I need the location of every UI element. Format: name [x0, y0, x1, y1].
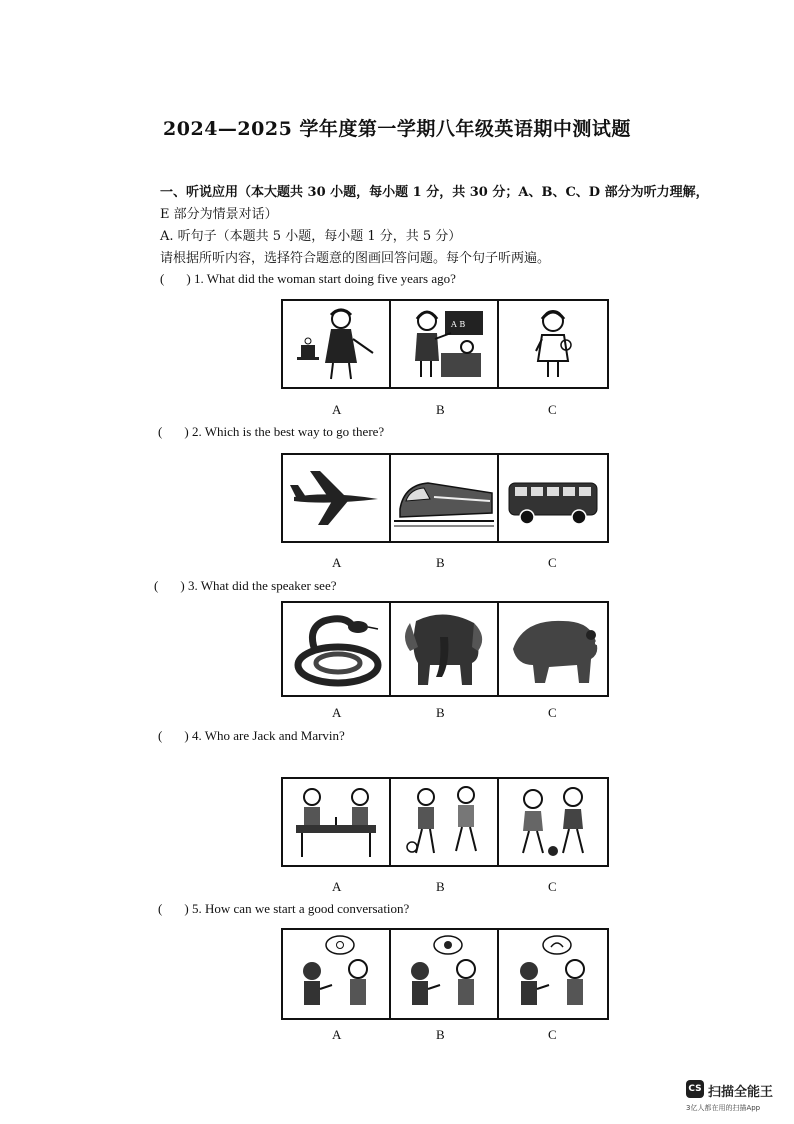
- option-b-label: B: [436, 705, 445, 720]
- option-b-label: B: [436, 402, 445, 417]
- option-c-label: C: [548, 705, 557, 720]
- answer-blank[interactable]: ( ): [158, 901, 189, 916]
- scanner-app-name: 扫描全能王: [708, 1085, 774, 1100]
- section-heading: 一、听说应用（本大题共 30 小题，每小题 1 分，共 30 分；A、B、C、D 部分为听力理解，: [160, 185, 709, 200]
- question-4: [158, 728, 345, 744]
- girl-icon: [508, 305, 598, 383]
- svg-text:A B: A B: [451, 320, 466, 329]
- answer-blank[interactable]: ( ): [158, 728, 189, 743]
- option-labels-2: [0, 555, 794, 571]
- talk-food-icon: [394, 933, 494, 1015]
- soccer-kids-icon: [503, 783, 603, 861]
- picture-strip-3: [281, 601, 609, 697]
- part-a-heading: A. 听句子（本题共 5 小题，每小题 1 分，共 5 分）: [160, 229, 462, 244]
- option-labels-1: [0, 402, 794, 418]
- option-a-picture[interactable]: [283, 779, 391, 865]
- option-a-label: A: [332, 1027, 342, 1042]
- option-c-label: C: [548, 402, 557, 417]
- option-c-picture[interactable]: [499, 930, 607, 1018]
- option-b-picture[interactable]: [391, 930, 499, 1018]
- option-c-picture[interactable]: [499, 779, 607, 865]
- option-a-picture[interactable]: [283, 301, 391, 387]
- answer-blank[interactable]: ( ): [158, 424, 189, 439]
- picture-strip-5: [281, 928, 609, 1020]
- airplane-icon: [288, 463, 384, 533]
- elephant-icon: [396, 607, 492, 691]
- option-b-picture[interactable]: [391, 455, 499, 541]
- option-b-picture[interactable]: [391, 779, 499, 865]
- talk-weather-icon: [286, 933, 386, 1015]
- option-c-label: C: [548, 555, 557, 570]
- option-c-label: C: [548, 1027, 557, 1042]
- option-c-label: C: [548, 879, 557, 894]
- question-1: [160, 271, 456, 287]
- question-text: 5. How can we start a good conversation?: [192, 901, 410, 916]
- question-3: [154, 578, 336, 594]
- option-b-label: B: [436, 1027, 445, 1042]
- instruction-text: 请根据所听内容，选择符合题意的图画回答问题。每个句子听两遍。: [160, 251, 551, 266]
- answer-blank[interactable]: ( ): [160, 271, 191, 286]
- option-b-label: B: [436, 555, 445, 570]
- scanner-tagline: 3亿人都在用的扫描App: [686, 1104, 761, 1112]
- teacher-icon: [399, 305, 489, 383]
- question-text: 3. What did the speaker see?: [188, 578, 337, 593]
- snake-icon: [288, 609, 384, 689]
- question-text: 1. What did the woman start doing five years ago?: [194, 271, 456, 286]
- option-labels-4: [0, 879, 794, 895]
- option-a-label: A: [332, 705, 342, 720]
- option-b-picture[interactable]: [391, 301, 499, 387]
- option-b-picture[interactable]: [391, 603, 499, 695]
- question-text: 4. Who are Jack and Marvin?: [192, 728, 345, 743]
- option-labels-3: [0, 705, 794, 721]
- scanner-logo-icon: CS: [686, 1080, 704, 1098]
- question-text: 2. Which is the best way to go there?: [192, 424, 385, 439]
- option-c-picture[interactable]: [499, 455, 607, 541]
- option-c-picture[interactable]: [499, 301, 607, 387]
- bear-icon: [503, 609, 603, 689]
- option-a-label: A: [332, 402, 342, 417]
- section-heading-cont: E 部分为情景对话）: [160, 207, 278, 222]
- option-a-picture[interactable]: [283, 930, 391, 1018]
- bus-icon: [503, 463, 603, 533]
- option-b-label: B: [436, 879, 445, 894]
- soccer-players-icon: [394, 783, 494, 861]
- picture-strip-4: [281, 777, 609, 867]
- answer-blank[interactable]: ( ): [154, 578, 185, 593]
- option-a-label: A: [332, 555, 342, 570]
- talk-chat-icon: [503, 933, 603, 1015]
- option-a-picture[interactable]: [283, 603, 391, 695]
- page-title: 2024—2025 学年度第一学期八年级英语期中测试题: [163, 118, 631, 140]
- option-labels-5: [0, 1027, 794, 1043]
- question-2: [158, 424, 384, 440]
- picture-strip-2: [281, 453, 609, 543]
- option-c-picture[interactable]: [499, 603, 607, 695]
- picture-strip-1: [281, 299, 609, 389]
- train-icon: [394, 463, 494, 533]
- option-a-picture[interactable]: [283, 455, 391, 541]
- magician-icon: [291, 305, 381, 383]
- question-5: [158, 901, 409, 917]
- option-a-label: A: [332, 879, 342, 894]
- ping-pong-players-icon: [286, 783, 386, 861]
